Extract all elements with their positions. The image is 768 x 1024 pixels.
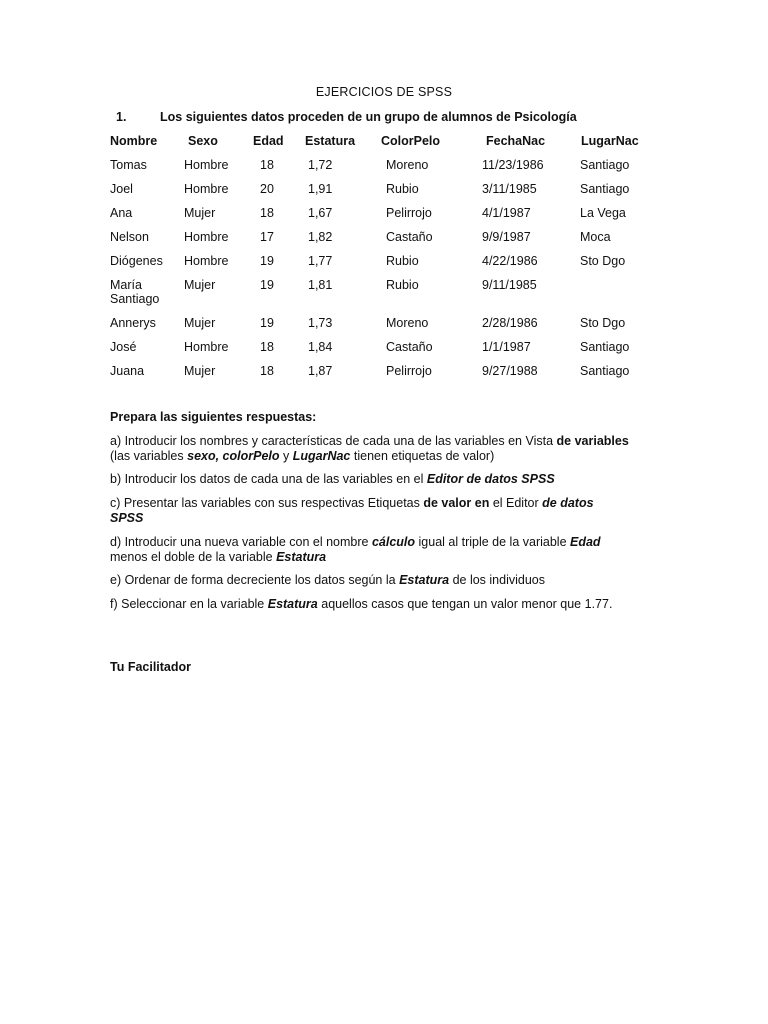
table-row bbox=[110, 182, 670, 206]
table-cell: Mujer bbox=[184, 206, 216, 220]
header-fechanac: FechaNac bbox=[486, 134, 546, 148]
table-cell: 3/11/1985 bbox=[482, 182, 537, 196]
question-c bbox=[110, 496, 630, 526]
table-cell: Hombre bbox=[184, 254, 229, 268]
table-row bbox=[110, 340, 670, 364]
header-edad: Edad bbox=[253, 134, 284, 148]
table-cell: Pelirrojo bbox=[386, 364, 432, 378]
variable-name: Edad bbox=[570, 535, 601, 549]
header-nombre: Nombre bbox=[110, 134, 158, 148]
table-cell: 1,67 bbox=[308, 206, 333, 220]
table-cell: 1/1/1987 bbox=[482, 340, 531, 354]
table-cell: 20 bbox=[260, 182, 274, 196]
question-text: a) Introducir los nombres y características de cada una de las variables en Vista bbox=[110, 434, 557, 448]
table-cell: Hombre bbox=[184, 230, 229, 244]
question-text: igual al triple de la variable bbox=[415, 535, 570, 549]
table-cell: Moca bbox=[580, 230, 611, 244]
table-row bbox=[110, 316, 670, 340]
table-cell: 9/9/1987 bbox=[482, 230, 531, 244]
header-sexo: Sexo bbox=[188, 134, 218, 148]
table-cell: Ana bbox=[110, 206, 133, 220]
table-cell: Moreno bbox=[386, 316, 429, 330]
table-cell: 19 bbox=[260, 316, 274, 330]
table-cell: Rubio bbox=[386, 278, 419, 292]
question-text: tienen etiquetas de valor) bbox=[350, 449, 495, 463]
table-cell: Sto Dgo bbox=[580, 254, 626, 268]
header-colorpelo: ColorPelo bbox=[381, 134, 441, 148]
variable-name: Estatura bbox=[267, 597, 318, 611]
variable-name: LugarNac bbox=[292, 449, 351, 463]
table-cell: 4/1/1987 bbox=[482, 206, 531, 220]
table-cell: 1,91 bbox=[308, 182, 333, 196]
table-cell: Nelson bbox=[110, 230, 149, 244]
table-cell: 19 bbox=[260, 254, 274, 268]
table-cell: Santiago bbox=[580, 182, 630, 196]
variable-name: Editor de datos SPSS bbox=[426, 472, 555, 486]
variable-name: de datos SPSS bbox=[110, 496, 594, 525]
table-cell: 18 bbox=[260, 340, 274, 354]
exercise-intro-text: Los siguientes datos proceden de un grupo de alumnos de Psicología bbox=[160, 110, 577, 124]
question-b bbox=[110, 472, 630, 487]
table-cell: 1,73 bbox=[308, 316, 333, 330]
table-header-row bbox=[110, 134, 670, 158]
table-cell: Annerys bbox=[110, 316, 156, 330]
question-a bbox=[110, 434, 630, 464]
table-cell: La Vega bbox=[580, 206, 626, 220]
question-d bbox=[110, 535, 630, 565]
question-text: aquellos casos que tengan un valor menor que 1.77. bbox=[317, 597, 613, 611]
table-cell: 1,87 bbox=[308, 364, 333, 378]
exercise-number: 1. bbox=[116, 110, 127, 124]
table-cell: Castaño bbox=[386, 340, 433, 354]
table-cell: Castaño bbox=[386, 230, 433, 244]
table-cell: Santiago bbox=[580, 158, 630, 172]
table-cell: 18 bbox=[260, 364, 274, 378]
table-cell: Hombre bbox=[184, 340, 229, 354]
table-cell: 11/23/1986 bbox=[482, 158, 544, 172]
header-estatura: Estatura bbox=[305, 134, 356, 148]
page-title: EJERCICIOS DE SPSS bbox=[315, 85, 453, 99]
table-cell: María Santiago bbox=[110, 278, 160, 306]
table-cell: 19 bbox=[260, 278, 274, 292]
table-cell: Moreno bbox=[386, 158, 429, 172]
question-text: y bbox=[279, 449, 293, 463]
question-text: menos el doble de la variable bbox=[110, 550, 277, 564]
table-cell: 9/11/1985 bbox=[482, 278, 537, 292]
questions-heading: Prepara las siguientes respuestas: bbox=[110, 410, 317, 424]
table-cell: Pelirrojo bbox=[386, 206, 432, 220]
question-text: de los individuos bbox=[449, 573, 545, 587]
table-cell: José bbox=[110, 340, 137, 354]
table-row bbox=[110, 206, 670, 230]
table-cell: 4/22/1986 bbox=[482, 254, 538, 268]
header-lugarnac: LugarNac bbox=[581, 134, 639, 148]
table-cell: 18 bbox=[260, 206, 274, 220]
question-bold: de variables bbox=[556, 434, 629, 448]
table-cell: Juana bbox=[110, 364, 145, 378]
table-cell: 17 bbox=[260, 230, 274, 244]
question-f bbox=[110, 597, 630, 612]
student-data-table bbox=[110, 134, 670, 388]
table-cell: Sto Dgo bbox=[580, 316, 626, 330]
table-cell: 1,72 bbox=[308, 158, 333, 172]
table-cell: 1,77 bbox=[308, 254, 333, 268]
table-cell: 2/28/1986 bbox=[482, 316, 538, 330]
facilitator-signoff: Tu Facilitador bbox=[110, 660, 192, 674]
table-cell: Hombre bbox=[184, 182, 229, 196]
table-cell: Santiago bbox=[580, 340, 630, 354]
table-cell: Mujer bbox=[184, 278, 216, 292]
table-cell: Diógenes bbox=[110, 254, 163, 268]
table-cell: Joel bbox=[110, 182, 133, 196]
table-cell: 18 bbox=[260, 158, 274, 172]
question-e bbox=[110, 573, 630, 588]
table-row bbox=[110, 278, 670, 316]
table-cell: Mujer bbox=[184, 316, 216, 330]
table-row bbox=[110, 364, 670, 388]
question-text: d) Introducir una nueva variable con el nombre bbox=[110, 535, 372, 549]
table-cell: Santiago bbox=[580, 364, 630, 378]
variable-name: Estatura bbox=[276, 550, 327, 564]
variable-name: sexo, colorPelo bbox=[187, 449, 280, 463]
table-cell: 1,84 bbox=[308, 340, 333, 354]
table-cell: Hombre bbox=[184, 158, 229, 172]
exercise-intro bbox=[116, 110, 577, 124]
table-cell: Rubio bbox=[386, 254, 419, 268]
question-text: f) Seleccionar en la variable bbox=[110, 597, 268, 611]
table-cell: 9/27/1988 bbox=[482, 364, 538, 378]
table-cell: Tomas bbox=[110, 158, 147, 172]
table-row bbox=[110, 158, 670, 182]
table-cell: Rubio bbox=[386, 182, 419, 196]
question-text: e) Ordenar de forma decreciente los datos según la bbox=[110, 573, 400, 587]
variable-name: cálculo bbox=[371, 535, 416, 549]
table-cell: 1,81 bbox=[308, 278, 333, 292]
table-row bbox=[110, 254, 670, 278]
question-text: el Editor bbox=[489, 496, 543, 510]
table-cell: 1,82 bbox=[308, 230, 333, 244]
question-text: c) Presentar las variables con sus respectivas Etiquetas bbox=[110, 496, 424, 510]
question-text: (las variables bbox=[110, 449, 188, 463]
question-bold: de valor en bbox=[423, 496, 490, 510]
table-row bbox=[110, 230, 670, 254]
question-text: b) Introducir los datos de cada una de las variables en el bbox=[110, 472, 427, 486]
variable-name: Estatura bbox=[399, 573, 450, 587]
table-cell: Mujer bbox=[184, 364, 216, 378]
